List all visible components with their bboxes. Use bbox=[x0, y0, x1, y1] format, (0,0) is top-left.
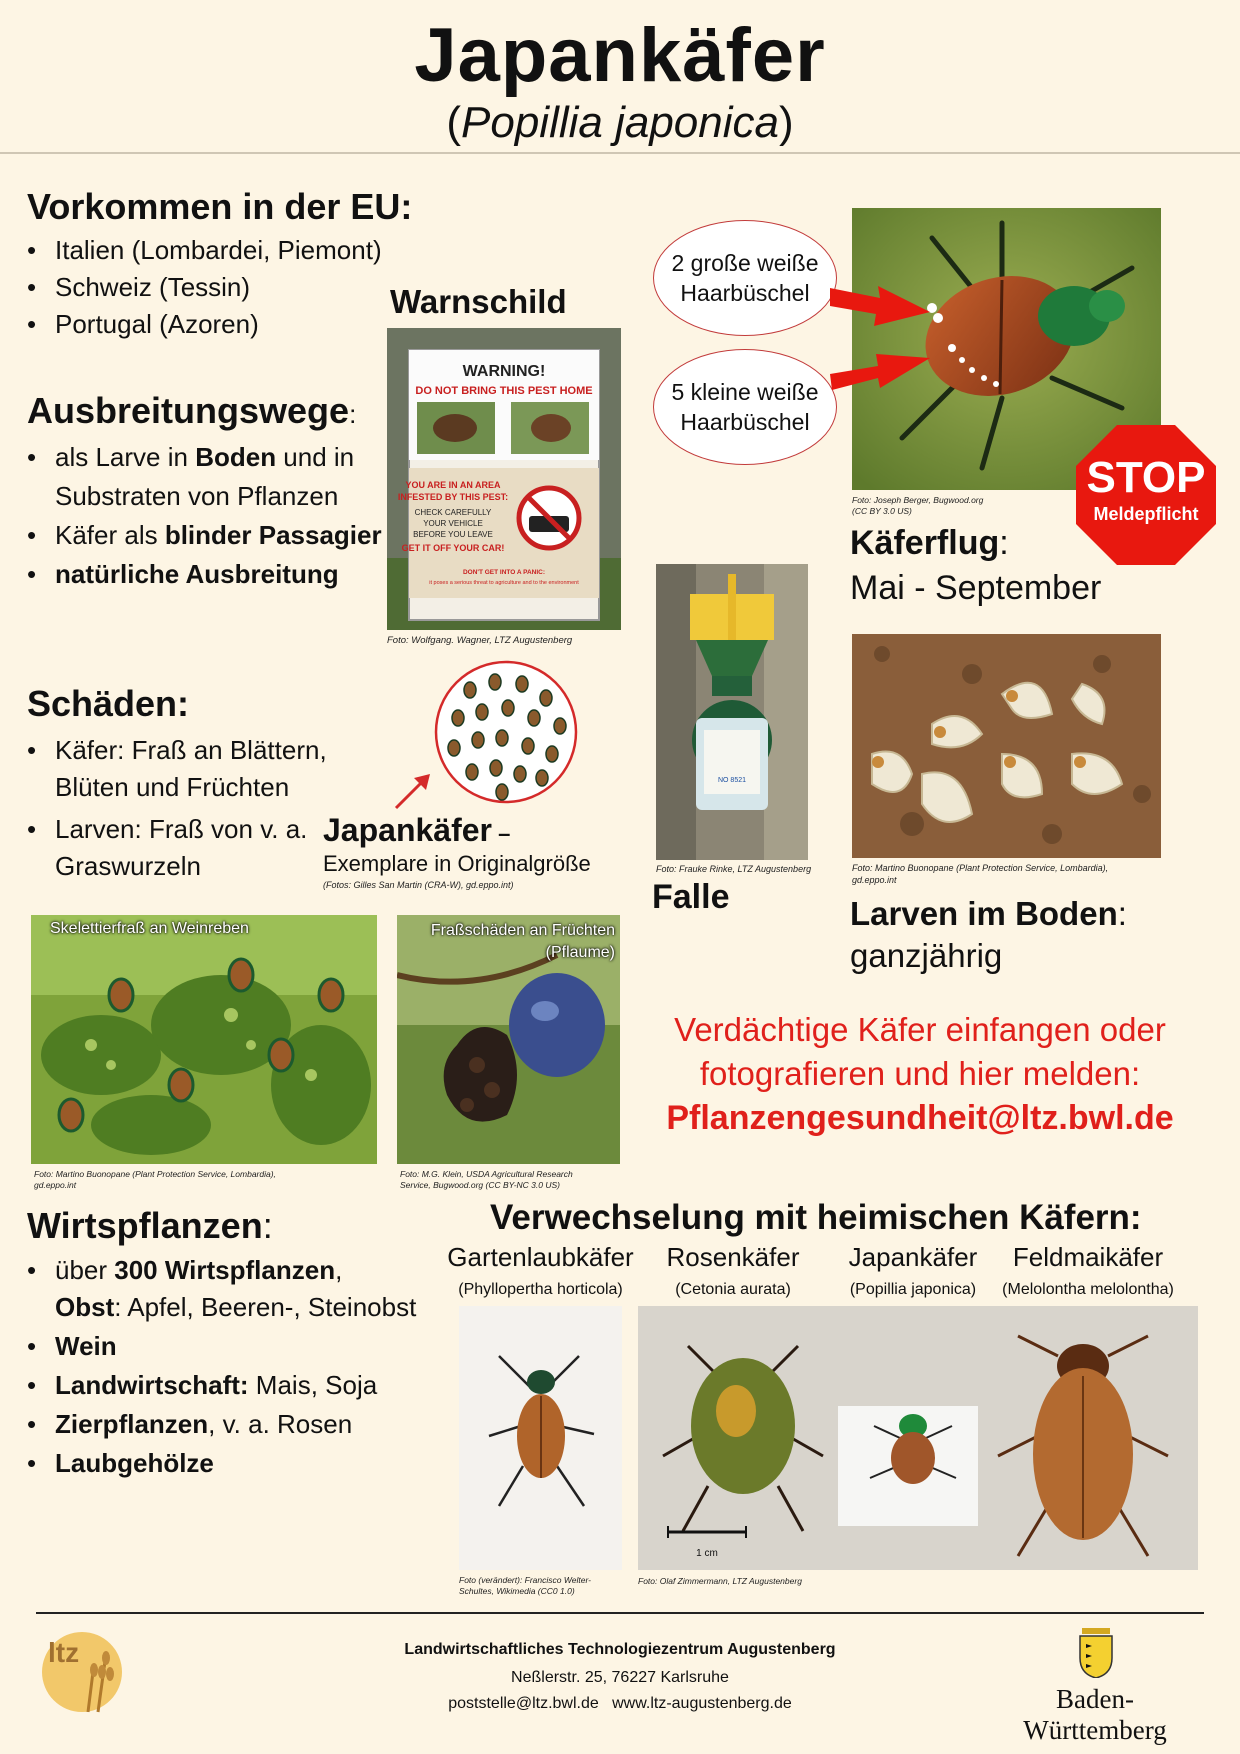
stop-sub: Meldepflicht bbox=[1093, 504, 1199, 524]
warnschild-label: Warnschild bbox=[390, 283, 567, 320]
stop-word: STOP bbox=[1086, 453, 1206, 502]
wirt-list bbox=[27, 1252, 417, 1482]
plum-damage-caption: Foto: M.G. Klein, USDA Agricultural Research Service, Bugwood.org (CC BY-NC 3.0 US) bbox=[400, 1169, 573, 1190]
list-item: • Larven: Fraß von v. a. Graswurzeln bbox=[27, 811, 357, 885]
bubble-small-tufts: 5 kleine weiße Haarbüschel bbox=[653, 349, 837, 465]
warning-sign-photo bbox=[387, 328, 621, 630]
larvae-caption: Foto: Martino Buonopane (Plant Protection Service, Lombardia), gd.eppo.int bbox=[852, 863, 1109, 885]
coat-of-arms-icon bbox=[1076, 1628, 1116, 1678]
latin-name: Popillia japonica bbox=[461, 98, 779, 147]
beetle-photo-caption: Foto: Joseph Berger, Bugwood.org (CC BY 3.0 US) bbox=[852, 495, 984, 516]
page-title: Japankäfer bbox=[414, 13, 826, 98]
trap-photo bbox=[656, 564, 808, 860]
list-item: • Käfer als blinder Passagier bbox=[27, 516, 387, 555]
warnschild-caption: Foto: Wolfgang. Wagner, LTZ Augustenberg bbox=[387, 635, 573, 646]
page-subtitle: (Popillia japonica) bbox=[446, 98, 794, 147]
sign-donot-text: DO NOT BRING THIS PEST HOME bbox=[415, 385, 593, 397]
arrow-icons bbox=[830, 270, 940, 420]
schaeden-heading: Schäden: bbox=[27, 683, 190, 724]
list-item: • Wein bbox=[27, 1328, 417, 1365]
report-block: Verdächtige Käfer einfangen oder fotografieren und hier melden: Pflanzengesundheit@ltz.bwl.de bbox=[640, 1008, 1200, 1140]
trap-tag: NO 8521 bbox=[717, 777, 747, 784]
svg-text:it poses a serious threat to a: it poses a serious threat to agriculture and to the environment bbox=[429, 580, 579, 586]
kaeferflug-block: Käferflug: Mai - September bbox=[850, 524, 1102, 607]
list-item: • Käfer: Fraß an Blättern, Blüten und Früchten bbox=[27, 732, 357, 806]
footer-divider bbox=[36, 1612, 1204, 1614]
comparison-photo bbox=[638, 1306, 1198, 1570]
report-email-link[interactable]: Pflanzengesundheit@ltz.bwl.de bbox=[666, 1099, 1174, 1137]
svg-text:GET IT OFF YOUR CAR!: GET IT OFF YOUR CAR! bbox=[401, 543, 505, 553]
gartenlaub-caption: Foto (verändert): Francisco Welter- Schultes, Wikimedia (CC0 1.0) bbox=[459, 1575, 591, 1596]
larven-block: Larven im Boden: ganzjährig bbox=[850, 895, 1127, 974]
list-item: • Portugal (Azoren) bbox=[27, 306, 407, 343]
plum-damage-label: Fraßschäden an Früchten (Pflaume) bbox=[430, 922, 615, 961]
list-item: • als Larve in Boden und in Substraten von Pflanzen bbox=[27, 438, 387, 516]
svg-text:BEFORE YOU LEAVE: BEFORE YOU LEAVE bbox=[413, 530, 493, 539]
sign-warning-text: WARNING! bbox=[462, 363, 546, 380]
svg-text:CHECK CAREFULLY: CHECK CAREFULLY bbox=[414, 508, 492, 517]
state-name: Baden-Württemberg bbox=[1023, 1684, 1167, 1745]
ltz-logo-icon bbox=[38, 1624, 126, 1716]
original-size-beetles bbox=[390, 660, 580, 810]
footer-contact[interactable]: poststelle@ltz.bwl.de www.ltz-augustenberg.de bbox=[448, 1695, 792, 1712]
originalgroesse-block: Japankäfer – Exemplare in Originalgröße (Fotos: Gilles San Martin (CRA-W), gd.eppo.int) bbox=[323, 812, 591, 890]
bubble-large-tufts: 2 große weiße Haarbüschel bbox=[653, 220, 837, 336]
footer-org: Landwirtschaftliches Technologiezentrum Augustenberg bbox=[404, 1641, 836, 1658]
list-item: • Italien (Lombardei, Piemont) bbox=[27, 232, 407, 269]
ausbreitung-heading: Ausbreitungswege: bbox=[27, 390, 357, 431]
list-item: • natürliche Ausbreitung bbox=[27, 555, 387, 594]
vine-damage-label: Skelettierfraß an Weinreben bbox=[50, 920, 249, 937]
comparison-caption: Foto: Olaf Zimmermann, LTZ Augustenberg bbox=[638, 1576, 802, 1586]
svg-text:YOUR VEHICLE: YOUR VEHICLE bbox=[423, 519, 483, 528]
list-item: • Landwirtschaft: Mais, Soja bbox=[27, 1367, 417, 1404]
sign-area-text-1: YOU ARE IN AN AREA bbox=[405, 480, 501, 490]
sign-area-text-2: INFESTED BY THIS PEST: bbox=[397, 492, 509, 502]
logo-text: ltz bbox=[48, 1637, 80, 1668]
list-item: • Laubgehölze bbox=[27, 1445, 417, 1482]
vorkommen-heading: Vorkommen in der EU: bbox=[27, 186, 413, 227]
vorkommen-list bbox=[27, 232, 407, 343]
gartenlaubkaefer-photo bbox=[459, 1306, 622, 1570]
vine-damage-photo bbox=[31, 915, 377, 1164]
scale-bar-label: 1 cm bbox=[696, 1548, 718, 1559]
verwechslung-heading: Verwechselung mit heimischen Käfern: bbox=[490, 1198, 1142, 1237]
wirt-heading: Wirtspflanzen: bbox=[27, 1205, 273, 1246]
header-divider bbox=[0, 152, 1240, 154]
falle-label: Falle bbox=[652, 878, 730, 916]
footer-address: Neßlerstr. 25, 76227 Karlsruhe bbox=[511, 1669, 729, 1686]
trap-caption: Foto: Frauke Rinke, LTZ Augustenberg bbox=[656, 864, 812, 874]
svg-text:DON'T GET INTO A PANIC:: DON'T GET INTO A PANIC: bbox=[462, 569, 546, 576]
list-item: • Schweiz (Tessin) bbox=[27, 269, 407, 306]
list-item: • über 300 Wirtspflanzen, Obst: Apfel, Beeren-, Steinobst bbox=[27, 1252, 417, 1326]
larvae-photo bbox=[852, 634, 1161, 858]
vine-damage-caption: Foto: Martino Buonopane (Plant Protection Service, Lombardia), gd.eppo.int bbox=[34, 1169, 276, 1190]
schaeden-list bbox=[27, 732, 357, 885]
list-item: • Zierpflanzen, v. a. Rosen bbox=[27, 1406, 417, 1443]
ausbreitung-list bbox=[27, 438, 387, 594]
